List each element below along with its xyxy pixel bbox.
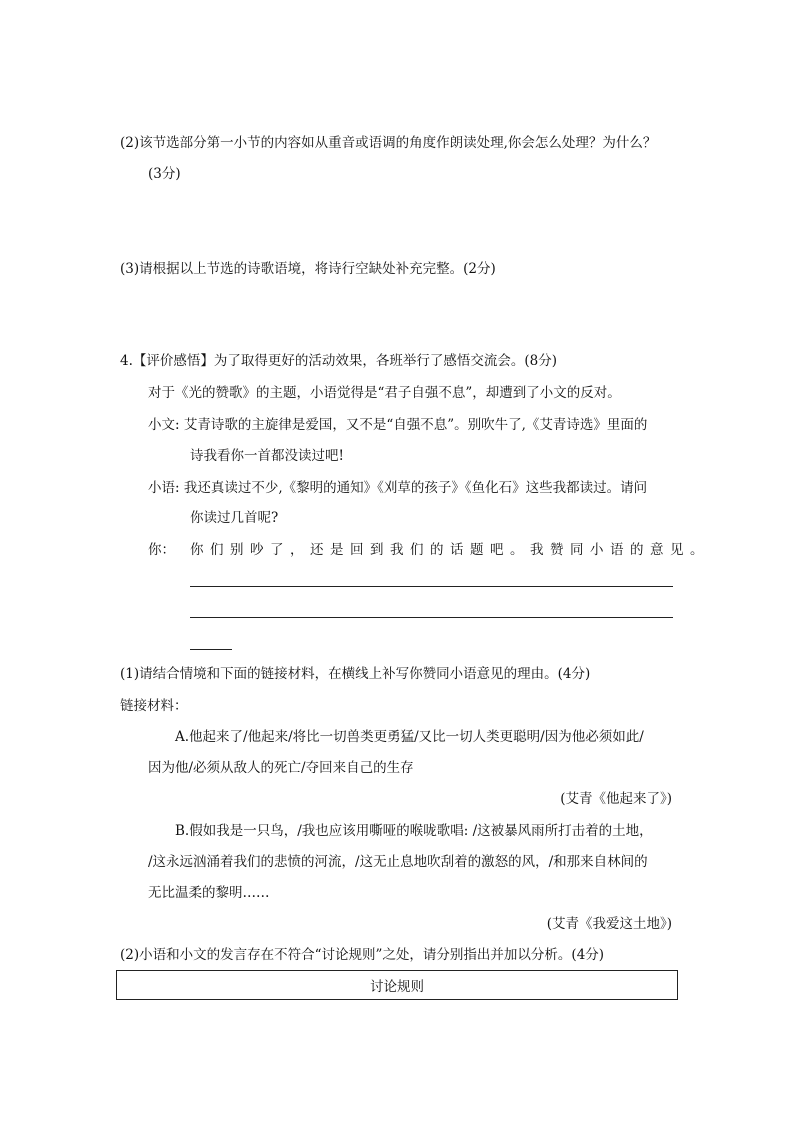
xiaoyu-line1: 小语: 我还真读过不少,《黎明的通知》《刈草的孩子》《鱼化石》这些我都读过。请问: [148, 480, 648, 496]
table-header: 讨论规则: [370, 979, 424, 995]
material-b-line2: /这永远汹涌着我们的悲愤的河流，/这无止息地吹刮着的激怒的风，/和那来自林间的: [148, 854, 648, 870]
discussion-rules-table: [116, 970, 678, 1000]
link-material-label: 链接材料：: [120, 698, 188, 714]
q3-line1: (3)请根据以上节选的诗歌语境，将诗行空缺处补充完整。(2分): [120, 261, 496, 277]
answer-line-3[interactable]: [190, 649, 232, 650]
ni-label: 你：: [148, 542, 175, 558]
q2-line2: (3分): [148, 166, 181, 182]
material-a-line2: 因为他/必须从敌人的死亡/夺回来自己的生存: [148, 760, 414, 776]
q4-intro: 对于《光的赞歌》的主题，小语觉得是“君子自强不息”，却遭到了小文的反对。: [148, 385, 621, 401]
material-a-source: (艾青《他起来了》): [560, 791, 672, 807]
q2-line1: (2)该节选部分第一小节的内容如从重音或语调的角度作朗读处理,你会怎么处理？为什么？: [120, 135, 657, 151]
material-b-line3: 无比温柔的黎明……: [148, 885, 270, 901]
xiaowen-line1: 小文: 艾青诗歌的主旋律是爱国，又不是“自强不息”。别吹牛了,《艾青诗选》里面的: [148, 417, 648, 433]
ni-text: 你们别吵了，还是回到我们的话题吧。我赞同小语的意见。: [190, 542, 710, 558]
xiaoyu-line2: 你读过几首呢?: [190, 510, 279, 526]
answer-line-1[interactable]: [190, 586, 673, 587]
xiaowen-line2: 诗我看你一首都没读过吧!: [190, 448, 344, 464]
sub-question-2: (2)小语和小文的发言存在不符合“讨论规则”之处，请分别指出并加以分析。(4分): [120, 947, 605, 963]
material-b-line1: B.假如我是一只鸟，/我也应该用嘶哑的喉咙歌唱: /这被暴风雨所打击着的土地，: [175, 823, 653, 839]
material-a-line1: A.他起来了/他起来/将比一切兽类更勇猛/又比一切人类更聪明/因为他必须如此/: [175, 729, 644, 745]
answer-line-2[interactable]: [190, 617, 673, 618]
material-b-source: (艾青《我爱这土地》): [546, 916, 672, 932]
sub-question-1: (1)请结合情境和下面的链接材料，在横线上补写你赞同小语意见的理由。(4分): [120, 666, 591, 682]
q4-heading: 4.【评价感悟】为了取得更好的活动效果，各班举行了感悟交流会。(8分): [120, 353, 558, 369]
